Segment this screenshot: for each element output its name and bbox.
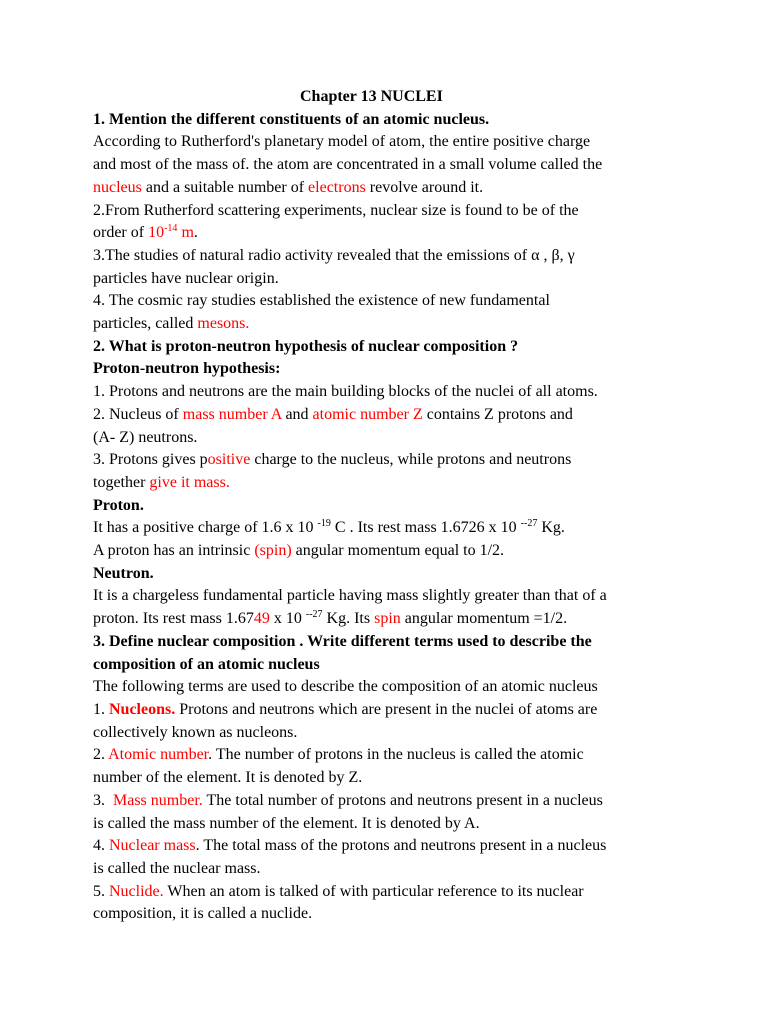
text-span: particles, called <box>93 315 198 333</box>
text-span: C . Its rest mass 1.6726 x 10 <box>330 519 521 537</box>
highlight-spin: (spin) <box>254 542 292 560</box>
hypothesis-item-2-cont: (A- Z) neutrons. <box>93 428 198 446</box>
neutron-line: It is a chargeless fundamental particle having mass slightly greater than that of a <box>93 587 607 605</box>
hypothesis-item-3-cont <box>93 472 693 495</box>
text-span: together <box>93 473 150 491</box>
text-span: . The number of protons in the nucleus is called the atomic <box>208 746 584 764</box>
hypothesis-subheading: Proton-neutron hypothesis: <box>93 360 281 378</box>
text-span: The total number of protons and neutrons present in a nucleus <box>202 791 603 809</box>
q1-paragraph-line: According to Rutherford's planetary model of atom, the entire positive charge <box>93 133 591 151</box>
term-1-cont: collectively known as nucleons. <box>93 723 298 741</box>
text-span: Protons and neutrons which are present in the nuclei of atoms are <box>175 700 598 718</box>
text-span: 2. Nucleus of <box>93 405 183 423</box>
chapter-title: Chapter 13 NUCLEI <box>300 88 443 105</box>
term-nucleons: Nucleons. <box>109 700 176 718</box>
question-1-heading: 1. Mention the different constituents of an atomic nucleus. <box>93 110 490 128</box>
hypothesis-item-3 <box>93 449 693 472</box>
highlight-positive: ositive <box>207 451 251 469</box>
text-span: contains Z protons and <box>422 405 573 423</box>
text-span: Kg. <box>537 519 565 537</box>
highlight-nuclear-size <box>148 224 194 241</box>
terms-intro: The following terms are used to describe the composition of an atomic nucleus <box>93 678 598 696</box>
text-span: revolve around it. <box>365 178 484 196</box>
term-number: 4. <box>93 837 109 855</box>
mass-exponent: --27 <box>305 609 323 621</box>
text-span: angular momentum =1/2. <box>400 610 568 628</box>
term-2 <box>93 744 693 767</box>
term-atomic-number: Atomic number <box>108 746 209 764</box>
text-span: and <box>281 405 313 423</box>
q1-paragraph-line <box>93 177 693 200</box>
highlight-electrons: electrons <box>308 178 366 196</box>
term-3 <box>93 790 693 813</box>
question-3-heading: 3. Define nuclear composition . Write different terms used to describe the <box>93 632 592 650</box>
term-4-cont: is called the nuclear mass. <box>93 859 261 877</box>
hypothesis-item-2 <box>93 404 693 427</box>
text-span: x 10 <box>269 610 306 628</box>
text-span: It has a positive charge of 1.6 x 10 <box>93 519 318 537</box>
q1-point-2-line: 2.From Rutherford scattering experiments, nuclear size is found to be of the <box>93 201 579 219</box>
question-3-heading-cont: composition of an atomic nucleus <box>93 655 320 673</box>
text-span: Kg. Its <box>322 610 375 628</box>
term-5 <box>93 881 693 904</box>
highlight-mass-number: mass number A <box>182 405 282 423</box>
text-span: A proton has an intrinsic <box>93 542 255 560</box>
term-number: 1. <box>93 700 109 718</box>
text-span: 3. Protons gives p <box>93 451 208 469</box>
text-span: charge to the nucleus, while protons and neutrons <box>250 451 572 469</box>
term-number: 2. <box>93 746 109 764</box>
size-base: 10 <box>148 224 165 242</box>
neutron-line <box>93 608 693 631</box>
text-span: angular momentum equal to 1/2. <box>291 542 505 560</box>
size-unit: m <box>177 224 194 242</box>
q1-point-2-line <box>93 222 693 245</box>
term-number: 3. <box>93 791 113 809</box>
term-mass-number: Mass number. <box>113 791 203 809</box>
text-span: proton. Its rest mass 1.67 <box>93 610 254 628</box>
hypothesis-item-1: 1. Protons and neutrons are the main building blocks of the nuclei of all atoms. <box>93 383 598 401</box>
text-span: When an atom is talked of with particular reference to its nuclear <box>163 882 584 900</box>
term-3-cont: is called the mass number of the element. It is denoted by A. <box>93 814 480 832</box>
text-span: and a suitable number of <box>141 178 309 196</box>
text-span: . The total mass of the protons and neutrons present in a nucleus <box>195 837 607 855</box>
mass-exponent: --27 <box>520 518 538 530</box>
term-number: 5. <box>93 882 109 900</box>
proton-line <box>93 517 693 540</box>
q1-paragraph-line: and most of the mass of. the atom are concentrated in a small volume called the <box>93 156 603 174</box>
highlight-mesons: mesons. <box>197 315 250 333</box>
neutron-heading: Neutron. <box>93 564 154 582</box>
q1-point-3-line: particles have nuclear origin. <box>93 269 279 287</box>
highlight-atomic-number: atomic number Z <box>312 405 423 423</box>
text-span: order of <box>93 224 149 242</box>
term-2-cont: number of the element. It is denoted by Z. <box>93 769 363 787</box>
term-nuclear-mass: Nuclear mass <box>109 837 196 855</box>
q1-point-3-line: 3.The studies of natural radio activity revealed that the emissions of α , β, γ <box>93 246 575 264</box>
term-nuclide: Nuclide. <box>109 882 164 900</box>
highlight-give-mass: give it mass. <box>149 473 230 491</box>
text-span: . <box>193 224 198 242</box>
size-exponent: -14 <box>164 223 178 235</box>
charge-exponent: -19 <box>317 518 331 530</box>
term-5-cont: composition, it is called a nuclide. <box>93 905 313 923</box>
term-4 <box>93 835 693 858</box>
highlight-neutron-spin: spin <box>374 610 401 628</box>
q1-point-4-line <box>93 313 693 336</box>
document-page <box>93 86 693 926</box>
highlight-49: 49 <box>253 610 270 628</box>
question-2-heading: 2. What is proton-neutron hypothesis of nuclear composition ? <box>93 337 519 355</box>
term-1 <box>93 699 693 722</box>
proton-heading: Proton. <box>93 496 144 514</box>
highlight-nucleus: nucleus <box>93 178 142 196</box>
q1-point-4-line: 4. The cosmic ray studies established the existence of new fundamental <box>93 292 550 310</box>
proton-line <box>93 540 693 563</box>
